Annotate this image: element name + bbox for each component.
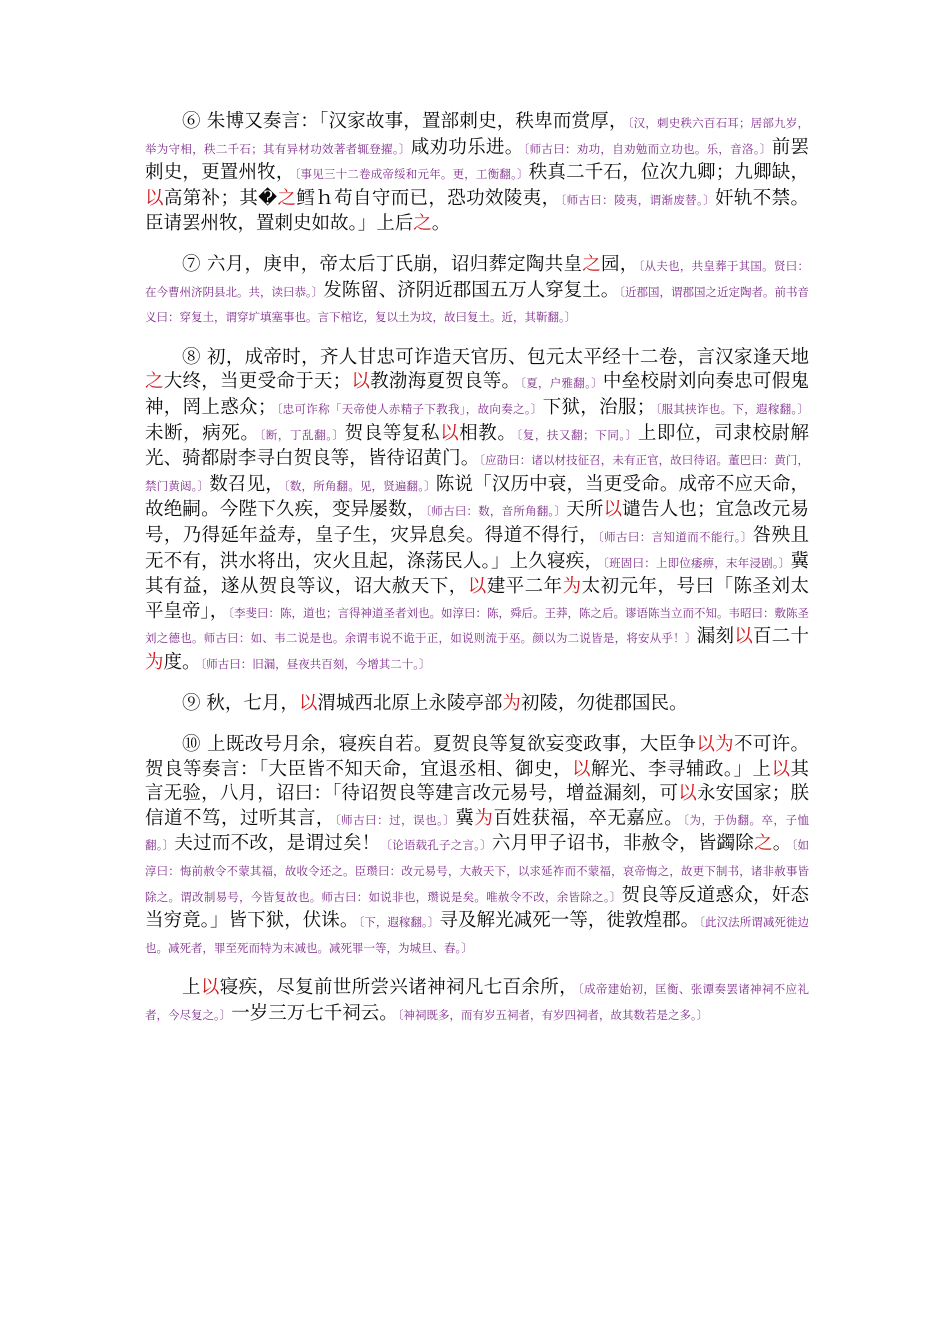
main-text: 六月甲子诏书，非赦令，皆蠲除	[491, 833, 755, 855]
highlighted-word: 以	[734, 626, 753, 648]
highlighted-word: 之	[582, 253, 601, 275]
main-text: 大终，当更受命于天；	[163, 371, 352, 393]
paragraph-p11	[145, 976, 809, 1027]
main-text: 寝疾，尽复前世所尝兴诸神祠凡七百余所，	[219, 977, 578, 999]
main-text: 度。	[163, 651, 201, 673]
main-text: 冀	[455, 807, 475, 829]
main-text: 夫过而不改，是谓过矣！	[174, 833, 381, 855]
main-text: 永安国家；朕信道不笃，过听其言，	[145, 783, 809, 829]
main-text: 百姓获福，卒无嘉应。	[493, 807, 684, 829]
commentary-note: 〔班固曰：上即位痿痹，末年浸剧。〕	[603, 555, 791, 570]
highlighted-word: 以	[145, 187, 164, 209]
commentary-note: 〔师古曰：言知道而不能行。〕	[597, 529, 753, 544]
main-text: 上	[182, 977, 201, 999]
paragraph-p8	[145, 346, 809, 677]
paragraph-p6	[145, 110, 809, 237]
main-text: 相教。	[459, 422, 517, 444]
commentary-note: 〔成帝建始初，匡衡、张谭奏罢诸神祠不应礼者，今尽复之。〕	[145, 982, 809, 1022]
commentary-note: 〔李斐曰：陈，道也；言得神道圣者刘也。如淳曰：陈，舜后。王莽，陈之后。谬语陈当立而不知。韦昭曰：敷陈圣刘之德也。师古曰：如、韦二说是也。余谓韦说不诡于正，如说则流于巫。颜以为二说皆是，将安从乎！〕	[145, 605, 810, 646]
main-text: 冀其有益，遂从贺良等议，诏大赦天下，	[145, 550, 809, 598]
highlighted-word: 以	[351, 371, 371, 393]
commentary-note: 〔复，扶又翻；下同。〕	[516, 427, 638, 442]
highlighted-word: 为	[474, 807, 494, 829]
main-text: 咸劝功乐进。	[410, 136, 524, 158]
commentary-note: 〔数，所角翻。见，贤遍翻。〕	[283, 478, 436, 493]
main-text: 中垒校尉刘向奏忠可假鬼神，罔上惑众；	[145, 371, 809, 418]
main-text: 高第补；其�	[163, 187, 278, 209]
commentary-note: 〔应劭曰：诸以材技征召，未有正官，故曰待诏。董巴曰：黄门，禁门黄闼。〕	[145, 453, 809, 493]
main-text: 教渤海夏贺良等。	[370, 371, 521, 393]
commentary-note: 〔近郡国，谓郡国之近定陶者。前书音义曰：穿复土，谓穿圹填塞事也。言下棺讫，复以土为坟，故曰复土。近，其靳翻。〕	[145, 284, 810, 325]
commentary-note: 〔服其挟诈也。下，遐稼翻。〕	[655, 401, 809, 416]
highlighted-word: 以	[440, 422, 460, 444]
main-text: 其言无验，八月，诏曰：「待诏贺良等建言改元易号，增益漏刻，可	[145, 758, 809, 805]
main-text: 下狱，治服；	[542, 396, 656, 418]
paragraph-p9	[145, 692, 809, 717]
main-text: 前罢刺史，更置州牧，	[145, 136, 809, 184]
main-text: 不可许。贺良等奏言：「大臣皆不知天命，宜退丞相、御史，	[145, 734, 809, 780]
main-text: 初陵，勿徙郡国民。	[520, 693, 688, 715]
main-text: 太初元年，号曰「陈圣刘太平皇帝」，	[145, 576, 809, 622]
main-text: 。	[772, 833, 792, 855]
highlighted-word: 为	[562, 576, 582, 598]
commentary-note: 〔从夫也，共皇葬于其国。贤曰：在今曹州济阴县北。共，读曰恭。〕	[145, 258, 809, 299]
main-text: 上即位，司隶校尉解光、骑都尉李寻白贺良等，皆待诏黄门。	[145, 422, 809, 470]
commentary-note: 〔师古曰：数，音所角翻。〕	[425, 504, 567, 519]
commentary-note: 〔为，于伪翻。卒，子恤翻。〕	[145, 812, 809, 853]
highlighted-word: 为	[502, 693, 521, 715]
commentary-note: 〔忠可诈称「天帝使人赤精子下教我」，故向奏之。〕	[276, 401, 543, 416]
main-text: 渭城西北原上永陵亭部	[317, 693, 503, 715]
highlighted-word: 以	[298, 693, 318, 715]
main-text: 天所	[566, 499, 604, 521]
main-text: ⑧ 初，成帝时，齐人甘忠可诈造天官历、包元太平经十二卷，言汉家逢天地	[182, 346, 809, 368]
highlighted-word: 以	[678, 783, 697, 805]
main-text: 百二十	[752, 626, 809, 648]
highlighted-word: 之	[145, 371, 164, 393]
main-text: 奸轨不禁。臣请罢州牧，置刺史如故。」上后	[145, 187, 809, 235]
commentary-note: 〔断，丁乱翻。〕	[259, 427, 345, 442]
main-text: 鳕ｈ苟自守而已，恐功效陵夷，	[296, 187, 561, 209]
main-text: 谴告人也；宜急改元易号，乃得延年益寿，皇子生，灾异息矣。得道不得行，	[145, 499, 809, 546]
highlighted-word: 之	[754, 833, 773, 855]
main-text: 园，	[600, 253, 639, 275]
main-text: 发陈留、济阴近郡国五万人穿复土。	[323, 279, 620, 301]
main-text: 漏刻	[696, 626, 735, 648]
main-text: 建平二年	[486, 576, 563, 598]
commentary-note: 〔师古曰：陵夷，谓渐废替。〕	[560, 192, 716, 207]
main-text: ⑩ 上既改号月余，寝疾自若。夏贺良等复欲妄变政事，大臣争	[182, 734, 697, 756]
commentary-note: 〔事见三十二卷成帝绥和元年。更，工衡翻。〕	[294, 167, 529, 182]
main-text: 贺良等复私	[344, 422, 441, 444]
commentary-note: 〔此汉法所谓减死徙边也。减死者，罪至死而特为末减也。减死罪一等，为城旦、舂。〕	[145, 915, 810, 955]
paragraph-p7	[145, 253, 809, 330]
commentary-note: 〔夏，户雅翻。〕	[520, 376, 603, 391]
highlighted-word: 为	[145, 651, 164, 673]
commentary-note: 〔汉，刺史秩六百石耳；居部九岁，举为守相，秩二千石；其有异材功效著者辄登擢。〕	[145, 116, 809, 156]
main-text: ⑦ 六月，庚申，帝太后丁氏崩，诏归葬定陶共皇	[182, 253, 583, 275]
main-text: 秩真二千石，位次九卿；九卿缺，	[528, 162, 809, 184]
highlighted-word: 以	[200, 977, 220, 999]
highlighted-word: 以为	[696, 734, 735, 756]
main-text: 解光、李寻辅政。」上	[591, 758, 772, 780]
main-text: 数召见，	[209, 473, 284, 495]
main-text: 寻及解光减死一等，徙敦煌郡。	[439, 910, 700, 932]
commentary-note: 〔师古曰：旧漏，昼夜共百刻，今增其二十。〕	[200, 656, 431, 671]
document-body	[145, 110, 809, 1044]
main-text: 咎殃且无不有，洪水将出，灾火且起，涤荡民人。」上久寝疾，	[145, 524, 809, 572]
highlighted-word: 以	[467, 576, 487, 598]
commentary-note: 〔下，遐稼翻。〕	[358, 915, 440, 930]
highlighted-word: 以	[572, 758, 592, 780]
paragraph-p10	[145, 733, 809, 960]
commentary-note: 〔神祠既多，而有岁五祠者，有岁四祠者，故其数若是之多。〕	[397, 1008, 709, 1022]
highlighted-word: 以	[771, 758, 791, 780]
main-text: 贺良等反道惑众，奸态当穷竟。」皆下狱，伏诛。	[145, 884, 809, 932]
main-text: ⑨ 秋，七月，	[182, 693, 299, 715]
main-text: 未断，病死。	[145, 422, 260, 444]
commentary-note: 〔师古曰：过，误也。〕	[334, 812, 456, 827]
main-text: 。	[431, 213, 451, 235]
highlighted-word: 以	[603, 499, 623, 521]
commentary-note: 〔师古曰：劝功，自劝勉而立功也。乐，音洛。〕	[523, 141, 772, 156]
main-text: 一岁三万七千祠云。	[231, 1003, 398, 1024]
highlighted-word: 之	[413, 213, 432, 235]
commentary-note: 〔论语载孔子之言。〕	[380, 838, 492, 853]
main-text: ⑥ 朱博又奏言：「汉家故事，置部刺史，秩卑而赏厚，	[182, 111, 628, 132]
commentary-note: 〔如淳曰：悔前赦令不蒙其福，故收令还之。臣瓒曰：改元易号，大赦天下，以求延祚而不蒙福，哀帝悔之，故更下制书，诸非赦事皆除之。谓改制易号，今皆复故也。师古曰：如说非也，瓒说是矣。唯赦令不改，余皆除之。〕	[145, 838, 809, 904]
highlighted-word: 之	[277, 187, 297, 209]
main-text: 陈说「汉历中衰，当更受命。成帝不应天命，故绝嗣。今陛下久疾，变异屡数，	[145, 473, 809, 521]
